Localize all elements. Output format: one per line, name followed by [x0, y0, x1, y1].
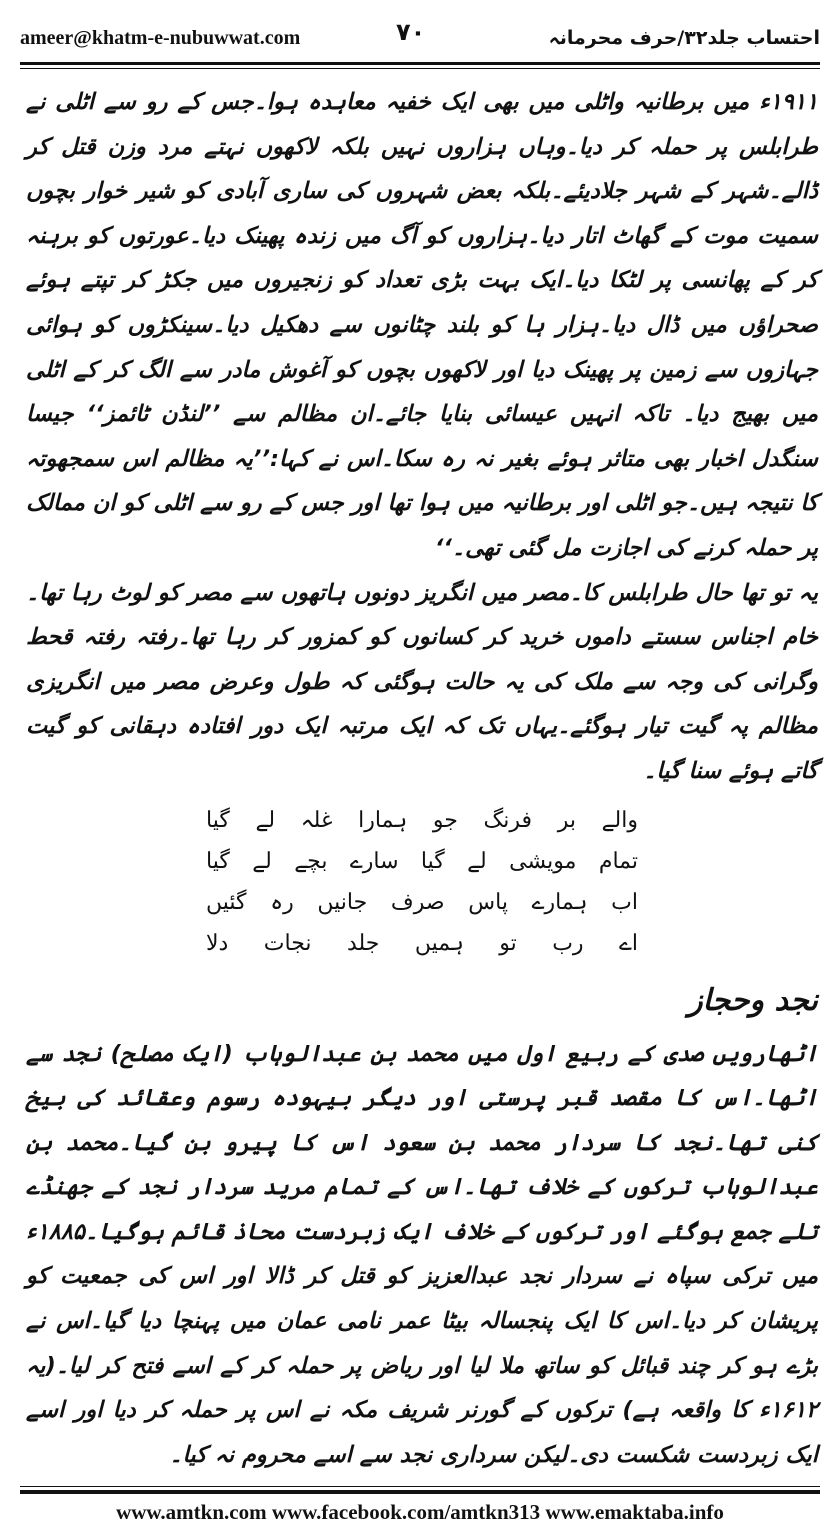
page-number: ۷۰ [396, 18, 426, 46]
paragraph-tripoli: ۱۹۱۱ء میں برطانیہ واٹلی میں بھی ایک خفیہ معاہدہ ہوا۔جس کے رو سے اٹلی نے طرابلس پر حملہ کر دیا۔وہاں ہزاروں نہیں بلکہ لاکھوں نہتے مرد وزن قتل کر ڈالے۔شہر کے شہر جلادیئے۔بلکہ بعض شہروں کی ساری آبادی کو شیر خوار بچوں سمیت موت کے گھاٹ اتار دیا۔ہزاروں کو آگ میں زندہ پھینک دیا۔عورتوں کو برہنہ کر کے پھانسی پر لٹکا دیا۔ایک بہت بڑی تعداد کو زنجیروں میں جکڑ کر تپتے ہوئے صحراؤں میں ڈال دیا۔ہزار ہا کو بلند چٹانوں سے دھکیل دیا۔سینکڑوں کو ہوائی جہازوں سے زمین پر پھینک دیا اور لاکھوں بچوں کو آغوش مادر سے الگ کر کے اٹلی میں بھیج دیا۔ تاکہ انہیں عیسائی بنایا جائے۔ان مظالم سے ’’لنڈن ٹائمز‘‘ جیسا سنگدل اخبار بھی متاثر ہوئے بغیر نہ رہ سکا۔اس نے کہا:’’یہ مظالم اس سمجھوتہ کا نتیجہ ہیں۔جو اٹلی اور برطانیہ میں ہوا تھا اور جس کے رو سے اٹلی کو ان ممالک پر حملہ کرنے کی اجازت مل گئی تھی۔‘‘ [26, 89, 818, 561]
header-rule-thin [20, 68, 820, 69]
header-email: ameer@khatm-e-nubuwwat.com [20, 26, 301, 49]
verse-line: والے بر فرنگ جو ہمارا غلہ لے گیا [206, 807, 638, 833]
header-rule-thick [20, 62, 820, 65]
page-content [26, 80, 818, 1477]
footer-rule-thin [20, 1486, 820, 1487]
footer-rule-thick [20, 1490, 820, 1494]
folk-song [26, 800, 818, 964]
section-heading: نجد وحجاز [688, 982, 818, 1018]
header-book-title: احتساب جلد۳۲/حرف محرمانہ [548, 27, 820, 49]
paragraph-egypt: یہ تو تھا حال طرابلس کا۔مصر میں انگریز دونوں ہاتھوں سے مصر کو لوٹ رہا تھا۔خام اجناس سستے داموں خرید کر کسانوں کو کمزور کر رہا تھا۔رفتہ رفتہ قحط وگرانی کی وجہ سے ملک کی یہ حالت ہوگئی کہ طول وعرض مصر میں انگریزی مظالم پہ گیت تیار ہوگئے۔یہاں تک کہ ایک مرتبہ ایک دور افتادہ دہقانی کو گیت گاتے ہوئے سنا گیا۔ [26, 579, 818, 784]
verse-line: اب ہمارے پاس صرف جانیں رہ گئیں [206, 889, 638, 915]
paragraph-najd: اٹھارویں صدی کے ربیع اول میں محمد بن عبدالوہاب (ایک مصلح) نجد سے اٹھا۔اس کا مقصد قبر پرستی اور دیگر بیہودہ رسوم وعقائد کی بیخ کنی تھا۔نجد کا سردار محمد بن سعود اس کا پیرو بن گیا۔محمد بن عبدالوہاب ترکوں کے خلاف تھا۔اس کے تمام مرید سردار نجد کے جھنڈے تلے جمع ہوگئے اور ترکوں کے خلاف ایک زبردست محاذ قائم ہوگیا۔۱۸۸۵ء میں ترکی سپاہ نے سردار نجد عبدالعزیز کو قتل کر ڈالا اور اس کی جمعیت کو پریشان کر دیا۔اس کا ایک پنجسالہ بیٹا عمر نامی عمان میں پہنچا دیا گیا۔اس نے بڑے ہو کر چند قبائل کو ساتھ ملا لیا اور ریاض پر حملہ کر کے اسے فتح کر لیا۔(یہ ۱۶۱۲ء کا واقعہ ہے) ترکوں کے گورنر شریف مکہ نے اس پر حملہ کر دیا اور اسے ایک زبردست شکست دی۔لیکن سرداری نجد سے اسے محروم نہ کیا۔ [26, 1040, 818, 1468]
footer-links: www.amtkn.com www.facebook.com/amtkn313 www.emaktaba.info [116, 1500, 724, 1524]
verse-line: اے رب تو ہمیں جلد نجات دلا [206, 930, 638, 956]
verse-line: تمام مویشی لے گیا سارے بچے لے گیا [206, 848, 638, 874]
